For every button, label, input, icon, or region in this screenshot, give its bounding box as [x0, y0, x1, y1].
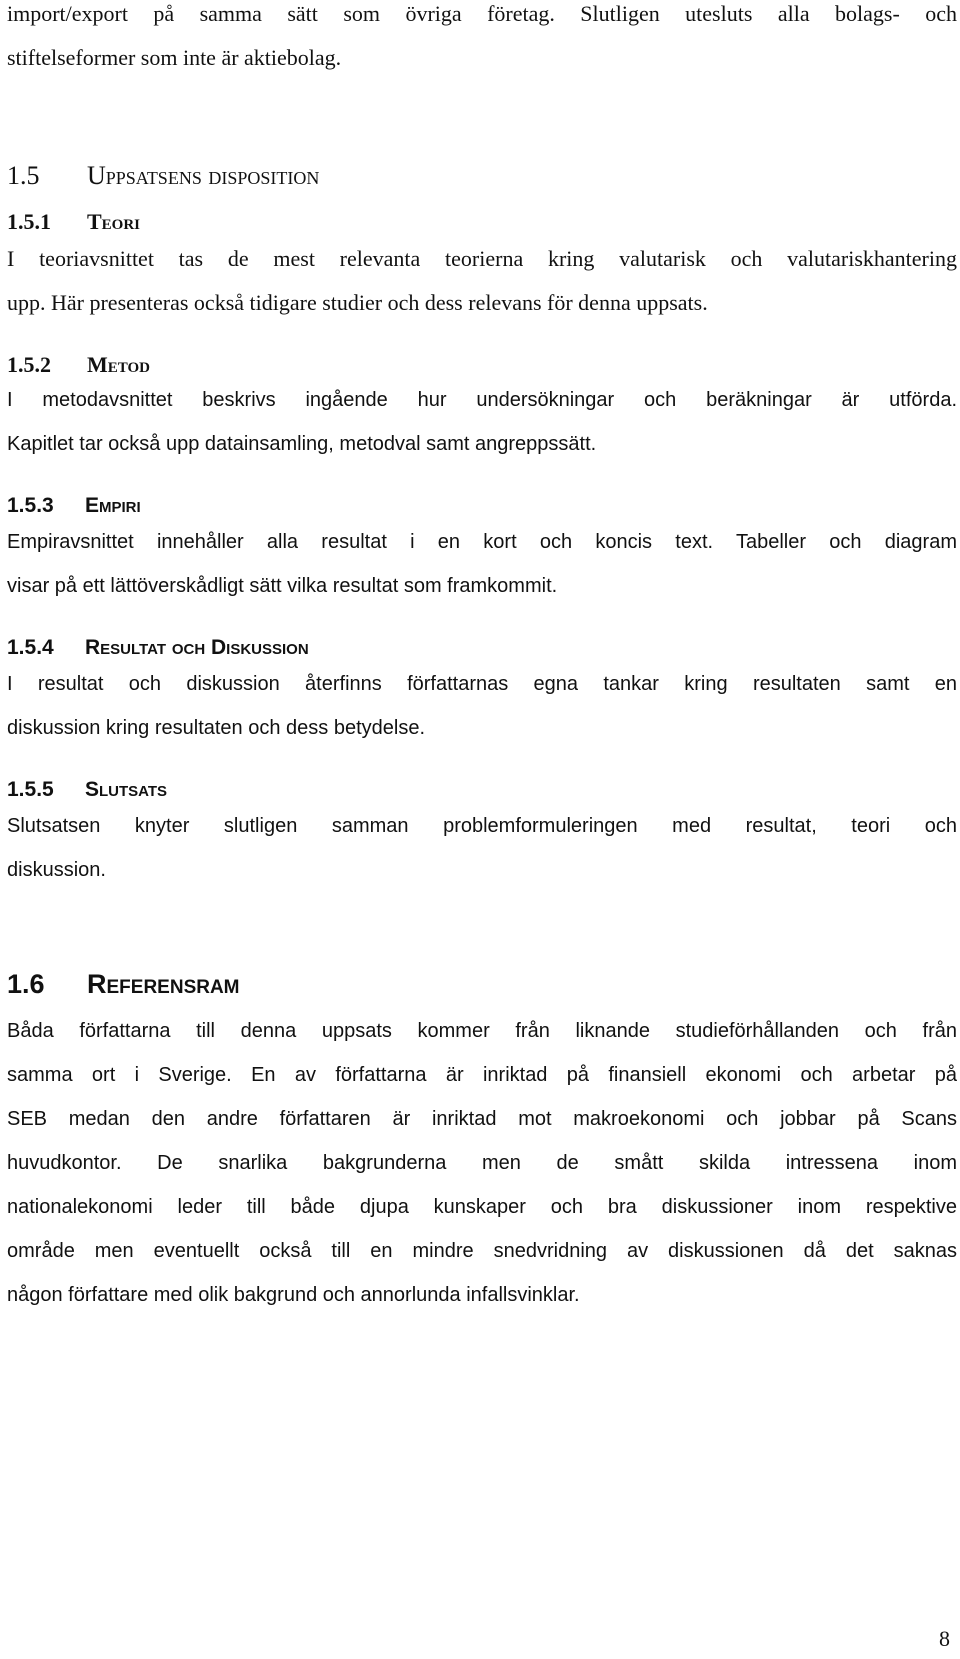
- subsection-heading-1-5-4: [7, 636, 309, 660]
- intro-paragraph: [7, 0, 957, 80]
- subsection-title: Slutsats: [85, 778, 168, 801]
- results-discussion-paragraph: [7, 662, 957, 750]
- empirics-line-1: Empiravsnittet innehåller alla resultat i en kort och koncis text. Tabeller och diagram: [7, 531, 957, 553]
- subsection-heading-1-5-1: [7, 209, 140, 235]
- theory-line-2: upp. Här presenteras också tidigare studier och dess relevans för denna uppsats.: [7, 290, 708, 315]
- subsection-title: Metod: [87, 352, 151, 377]
- subsection-heading-1-5-2: [7, 352, 150, 378]
- method-line-1: I metodavsnittet beskrivs ingående hur undersökningar och beräkningar är utförda.: [7, 389, 957, 411]
- reference-line-4: huvudkontor. De snarlika bakgrunderna men de smått skilda intressena inom: [7, 1152, 957, 1174]
- reference-line-5: nationalekonomi leder till både djupa kunskaper och bra diskussioner inom respektive: [7, 1196, 957, 1218]
- section-title: Uppsatsens disposition: [87, 161, 320, 190]
- reference-line-3: SEB medan den andre författaren är inriktad mot makroekonomi och jobbar på Scans: [7, 1108, 957, 1130]
- section-number: 1.6: [7, 969, 45, 999]
- reference-line-7: någon författare med olik bakgrund och annorlunda infallsvinklar.: [7, 1284, 580, 1306]
- subsection-title: Empiri: [85, 494, 141, 517]
- subsection-number: 1.5.4: [7, 636, 54, 659]
- section-heading-1-5: [7, 161, 319, 191]
- subsection-heading-1-5-3: [7, 494, 141, 518]
- subsection-title: Resultat och Diskussion: [85, 636, 309, 659]
- intro-line-1: import/export på samma sätt som övriga företag. Slutligen utesluts alla bolags- och: [7, 1, 957, 26]
- results-line-2: diskussion kring resultaten och dess betydelse.: [7, 717, 426, 739]
- subsection-number: 1.5.3: [7, 494, 54, 517]
- method-paragraph: [7, 378, 957, 466]
- reference-line-6: område men eventuellt också till en mindre snedvridning av diskussionen då det saknas: [7, 1240, 957, 1262]
- conclusion-line-1: Slutsatsen knyter slutligen samman problemformuleringen med resultat, teori och: [7, 815, 957, 837]
- empirics-paragraph: [7, 520, 957, 608]
- subsection-heading-1-5-5: [7, 778, 167, 802]
- page-number: 8: [939, 1626, 950, 1651]
- empirics-line-2: visar på ett lättöverskådligt sätt vilka resultat som framkommit.: [7, 575, 558, 597]
- subsection-number: 1.5.5: [7, 778, 54, 801]
- section-number: 1.5: [7, 161, 40, 190]
- theory-paragraph: [7, 237, 957, 325]
- subsection-number: 1.5.2: [7, 352, 51, 377]
- subsection-number: 1.5.1: [7, 209, 51, 234]
- conclusion-paragraph: [7, 804, 957, 892]
- reference-frame-paragraph: [7, 1009, 957, 1317]
- reference-line-1: Båda författarna till denna uppsats kommer från liknande studieförhållanden och från: [7, 1020, 957, 1042]
- method-line-2: Kapitlet tar också upp datainsamling, metodval samt angreppssätt.: [7, 433, 597, 455]
- conclusion-line-2: diskussion.: [7, 859, 106, 881]
- intro-line-2: stiftelseformer som inte är aktiebolag.: [7, 45, 342, 70]
- subsection-title: Teori: [87, 209, 141, 234]
- section-title: Referensram: [87, 969, 240, 999]
- reference-line-2: samma ort i Sverige. En av författarna är inriktad på finansiell ekonomi och arbetar på: [7, 1064, 957, 1086]
- section-heading-1-6: [7, 969, 240, 1000]
- theory-line-1: I teoriavsnittet tas de mest relevanta teorierna kring valutarisk och valutariskhantering: [7, 246, 957, 271]
- results-line-1: I resultat och diskussion återfinns författarnas egna tankar kring resultaten samt en: [7, 673, 957, 695]
